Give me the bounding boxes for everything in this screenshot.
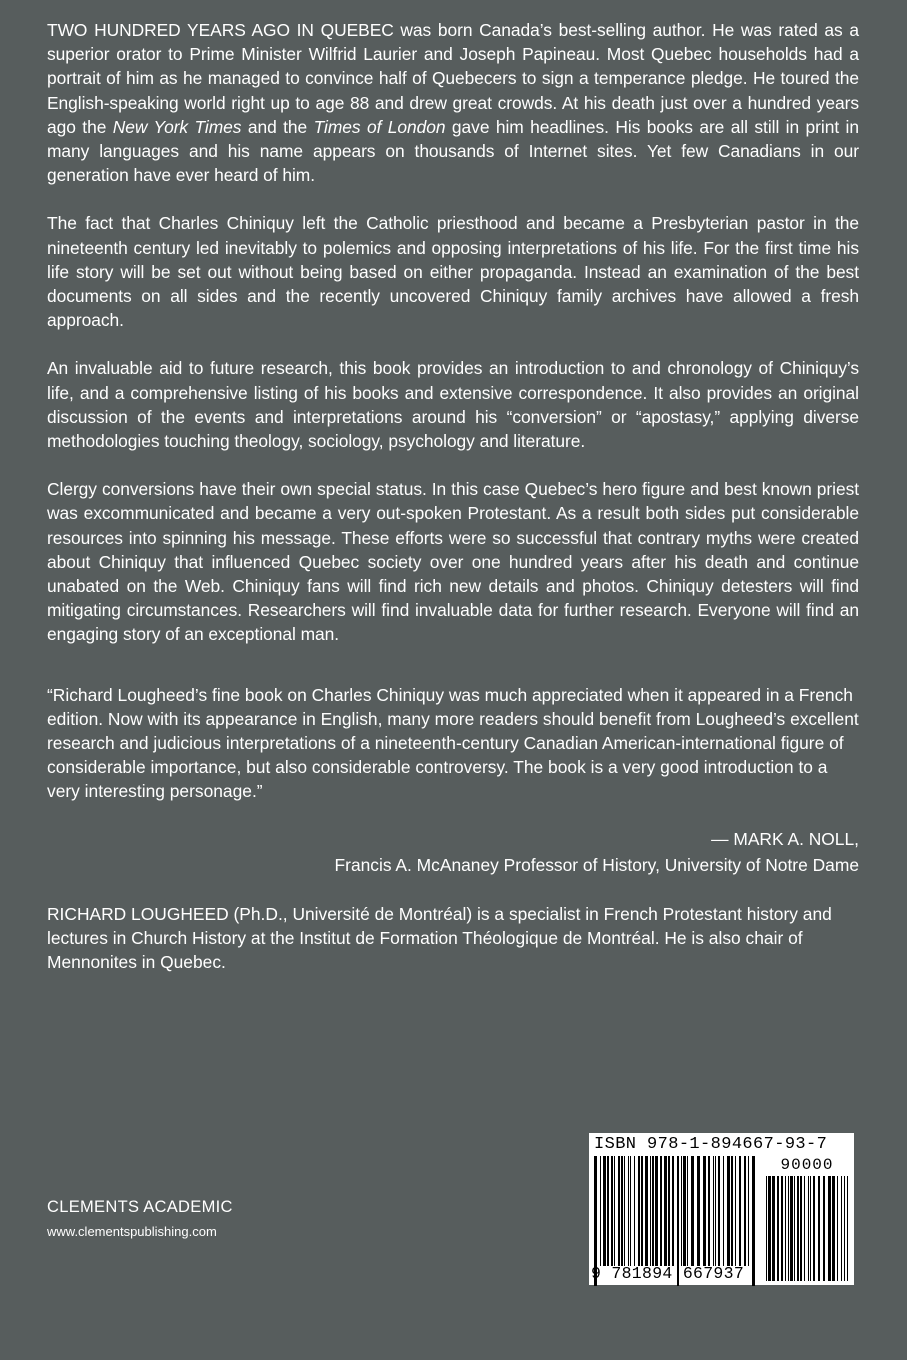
endorsement-author: — MARK A. NOLL,: [711, 828, 859, 849]
addon-number: 90000: [780, 1156, 834, 1174]
blurb-paragraph-2: The fact that Charles Chiniquy left the Catholic priesthood and became a Presbyterian pastor in the nineteenth century led inevitably to polemics and opposing interpretations of his life. For the first time his life story will be set out without being based on either propaganda. Instead an examination of the best documents on all sides and the recently uncovered Chiniquy family archives have allowed a fresh approach.: [47, 213, 859, 331]
endorsement-attribution: [47, 826, 859, 878]
publisher-block: [47, 1198, 233, 1239]
isbn-barcode: [589, 1133, 854, 1285]
blurb-paragraph-4: Clergy conversions have their own special status. In this case Quebec’s hero figure and best known priest was excommunicated and became a very out-spoken Protestant. As a result both sides put considerable resources into spinning his message. These efforts were so successful that contrary myths were created about Chiniquy that influenced Quebec society over one hundred years after his death and continue unabated on the Web. Chiniquy fans will find rich new details and photos. Chiniquy detesters will find mitigating circumstances. Researchers will find invaluable data for further research. Everyone will find an engaging story of an exceptional man.: [47, 479, 859, 645]
author-bio: RICHARD LOUGHEED (Ph.D., Université de Montréal) is a specialist in French Protestant history and lectures in Church History at the Institut de Formation Théologique de Montréal. He is also chair of Mennonites in Quebec.: [47, 903, 832, 973]
barcode-digits: 9 781894 667937: [591, 1264, 745, 1283]
back-cover-text: [47, 18, 859, 974]
isbn-label: ISBN 978-1-894667-93-7: [594, 1135, 828, 1154]
ean13-bars: [594, 1156, 756, 1266]
blurb-paragraph-3: An invaluable aid to future research, this book provides an introduction to and chronology of Chiniquy’s life, and a comprehensive listing of his books and extensive correspondence. It also provides an original discussion of the events and interpretations around his “conversion” or “apostasy,” applying diverse methodologies touching theology, sociology, psychology and literature.: [47, 358, 859, 452]
publisher-url: www.clementspublishing.com: [47, 1224, 217, 1239]
blurb-paragraph-1: TWO HUNDRED YEARS AGO IN QUEBEC was born Canada’s best-selling author. He was rated as a superior orator to Prime Minister Wilfrid Laurier and Joseph Papineau. Most Quebec households had a portrait of him as he managed to convince half of Quebecers to sign a temperance pledge. He toured the English-speaking world right up to age 88 and drew great crowds. At his death just over a hundred years ago the New York Times and the Times of London gave him headlines. His books are all still in print in many languages and his name appears on thousands of Internet sites. Yet few Canadians in our generation have ever heard of him.: [47, 20, 859, 186]
endorsement-quote: “Richard Lougheed’s fine book on Charles Chiniquy was much appreciated when it appeared in a French edition. Now with its appearance in English, many more readers should benefit from Lougheed’s excellent research and judicious interpretations of a nineteenth-century Canadian American-international figure of considerable importance, but also considerable controversy. The book is a very good introduction to a very interesting personage.”: [47, 684, 859, 802]
endorsement-author-title: Francis A. McAnaney Professor of History, University of Notre Dame: [334, 854, 859, 875]
publisher-name: CLEMENTS ACADEMIC: [47, 1198, 233, 1216]
addon-bars: [766, 1176, 848, 1281]
addon-barcode: [766, 1156, 848, 1281]
